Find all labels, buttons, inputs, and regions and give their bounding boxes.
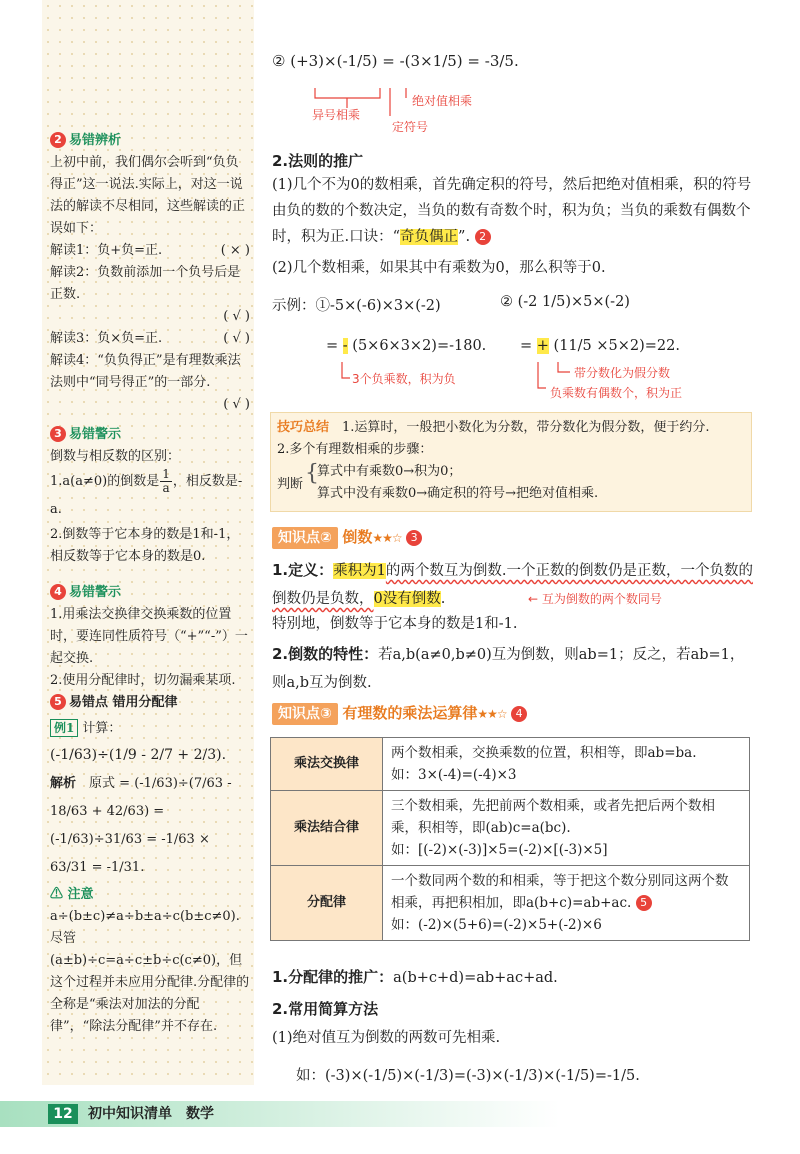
section-number-badge: 2 [50,132,66,148]
sidebar-paragraph: 1.用乘法交换律交换乘数的位置时，要连同性质符号（“+”“-”）一起交换. [50,607,248,666]
kp-badge: 知识点② [272,527,338,549]
reading-text: 解读4：“负负得正”是有理数乘法法则中“同号得正”的一部分. [50,353,241,390]
knowledge-point-2-heading [272,526,425,549]
law-desc-cell [383,791,750,866]
difficulty-stars: ★★☆ [372,531,402,545]
section-heading-shortcuts: 2.常用简算方法 [272,1000,379,1018]
reading-mark: ( √ ) [223,309,250,324]
rule-1-end: ”. [458,229,471,245]
note-ref-badge: 4 [511,706,527,722]
example-1-result: = - (5×6×3×2)=-180. [326,338,487,354]
sidebar-paragraph: 上初中前，我们偶尔会听到“负负得正”这一说法.实际上，对这一说法的解读不尽相同，这些解读的正误如下： [50,155,246,236]
section-title: 易错辨析 [69,133,122,148]
annotation-same-sign-text: 互为倒数的两个数同号 [541,592,662,606]
reading-text: 解读3：负×负=正. [50,331,163,346]
reading-mark: ( × ) [220,243,250,258]
law-desc: 两个数相乘，交换乘数的位置，积相等，即ab=ba. [391,745,697,761]
annotation-abs-multiply: 绝对值相乘 [412,94,473,108]
highlight-mnemonic: 奇负偶正 [400,229,459,245]
footer-title: 初中知识清单 数学 [88,1106,214,1122]
fraction [160,468,172,495]
distributive-label: 1.分配律的推广： [272,968,394,986]
opposite-text: ，相反数是-a. [50,474,243,517]
kp-badge: 知识点③ [272,703,338,725]
table-row [271,866,750,941]
brace-icon: { [305,461,319,486]
example-1 [272,294,441,315]
distributive-extension [272,966,558,987]
note [50,884,250,1038]
sign-highlight: - [342,338,348,354]
sidebar [50,122,250,1038]
highlight-product-one: 乘积为1 [333,563,386,579]
example-2-result: = + (11/5 ×5×2)=22. [520,338,680,354]
distributive-text: a(b+c+d)=ab+ac+ad. [393,970,558,986]
example-2-expression: (-2 1/5)×5×(-2) [517,294,630,310]
reading-text: 解读2：负数前添加一个负号后是正数. [50,265,241,302]
sign-highlight: + [536,338,549,354]
tips-box [270,412,752,512]
annotation-even-negatives: 负乘数有偶数个，积为正 [550,386,683,400]
example-1-result-text: (5×6×3×2)=-180. [352,338,487,354]
note-ref-badge: 5 [636,895,652,911]
tips-step: 算式中没有乘数0→确定积的符号→把绝对值相乘. [317,486,599,501]
highlight-zero: 0没有倒数 [373,591,441,607]
sidebar-section-3-heading [50,424,250,446]
annotation-same-sign: ← 互为倒数的两个数同号 [528,592,662,606]
example-line [50,718,250,740]
solution-text: 原式 = (-1/63)÷(7/63 - 18/63 + 42/63) = (-1/63)÷31/63 = -1/63 × 63/31 = -1/31. [50,776,232,875]
sidebar-section-5-heading [50,692,250,714]
solution [50,770,250,882]
tips-content [277,417,710,461]
annotation-different-signs: 异号相乘 [312,108,361,122]
section-title: 易错点 错用分配律 [69,695,178,710]
property-paragraph [272,640,754,697]
special-note: 特别地，倒数等于它本身的数是1和-1. [272,616,518,632]
sidebar-paragraph: 倒数与相反数的区别： [50,449,181,464]
rule-1-text: (1)几个不为0的数相乘，首先确定积的符号，然后把绝对值相乘，积的符号由负的数的个数决定，当负的数有奇数个时，积为负；当负的乘数有偶数个时，积为正.口诀：“ [272,177,752,245]
reading-item [50,328,250,350]
law-desc [391,870,741,914]
law-example: 如：3×(-4)=(-4)×3 [391,767,517,783]
solution-label: 解析 [50,776,77,791]
example-label: ② [500,294,513,310]
example-tag: 例1 [50,719,78,737]
sidebar-paragraph [50,468,250,524]
annotation-three-negatives: 3个负乘数，积为负 [352,372,456,386]
law-desc-cell [383,866,750,941]
section-title: 易错警示 [69,585,122,600]
law-example: 如：[(-2)×(-3)]×5=(-2)×[(-3)×5] [391,842,608,858]
difficulty-stars: ★★☆ [477,707,507,721]
reciprocal-text: 1.a(a≠0)的倒数是 [50,474,160,489]
annotation-mixed-to-improper: 带分数化为假分数 [574,366,671,380]
denominator: a [162,481,170,495]
sidebar-paragraph: 2.倒数等于它本身的数是1和-1，相反数等于它本身的数是0. [50,527,240,564]
annotation-fix-sign: 定符号 [392,120,429,134]
note-ref-badge: 3 [406,530,422,546]
law-example: 如：(-2)×(5+6)=(-2)×5+(-2)×6 [391,917,602,933]
laws-table [270,737,750,941]
kp-title: 有理数的乘法运算律 [342,704,478,722]
note-label: ⚠ 注意 [50,887,94,902]
reading-mark: ( √ ) [223,331,250,346]
note-ref-badge: 2 [475,229,491,245]
knowledge-point-3-heading [272,702,530,725]
top-expression: ② (+3)×(-1/5) = -(3×1/5) = -3/5. [272,52,519,70]
numerator: 1 [162,467,170,481]
sidebar-section-2-heading [50,130,250,152]
tips-title: 技巧总结 [277,420,330,435]
tips-judge-label: 判断 [277,477,304,492]
tips-line: 2.多个有理数相乘的步骤： [277,442,433,457]
section-title: 易错警示 [69,427,122,442]
shortcut-paragraph: (1)绝对值互为倒数的两数可先相乘. [272,1030,501,1046]
paragraph-rule-2: (2)几个数相乘，如果其中有乘数为0，那么积等于0. [272,260,606,276]
law-name: 分配律 [271,866,383,941]
law-desc-text: 一个数同两个数的和相乘，等于把这个数分别同这两个数相乘，再把积相加，即a(b+c)=ab+ac. [391,873,729,911]
law-name: 乘法结合律 [271,791,383,866]
example-text: 计算： [82,721,122,736]
section-number-badge: 5 [50,694,66,710]
shortcut-example: 如：(-3)×(-1/5)×(-1/3)=(-3)×(-1/3)×(-1/5)=-1/5. [296,1068,640,1084]
section-number-badge: 3 [50,426,66,442]
note-label-text: 注意 [67,887,94,902]
sidebar-section-4-heading [50,582,250,604]
law-desc: 三个数相乘，先把前两个数相乘，或者先把后两个数相乘，积相等，即(ab)c=a(bc). [391,798,715,836]
property-label: 2.倒数的特性： [272,645,379,663]
definition-end: . [440,591,446,607]
example-label: 示例：① [272,298,330,314]
reading-item [50,240,250,262]
note-text: a÷(b±c)≠a÷b±a÷c(b±c≠0).尽管(a±b)÷c=a÷c±b÷c(c≠0)，但这个过程并未应用分配律.分配律的全称是“乘法对加法的分配律”，“除法分配律”并不存在. [50,909,250,1034]
table-row [271,738,750,791]
example-2-result-text: (11/5 ×5×2)=22. [553,338,680,354]
kp-title: 倒数 [342,528,373,546]
section-number-badge: 4 [50,584,66,600]
paragraph-rule-1 [272,172,754,250]
definition-label: 1.定义： [272,561,334,579]
tips-line: 1.运算时，一般把小数化为分数，带分数化为假分数，便于约分. [342,420,710,435]
example-expression: (-1/63)÷(1/9 - 2/7 + 2/3). [50,747,227,763]
sidebar-paragraph: 2.使用分配律时，切勿漏乘某项. [50,673,236,688]
reading-item [50,262,250,328]
definition-text: 的两个数互为倒数.一个正数的倒数仍是正数，一个负数的倒数仍是负数， [272,563,753,607]
law-name: 乘法交换律 [271,738,383,791]
reading-text: 解读1：负+负=正. [50,243,163,258]
reading-item [50,350,250,416]
section-heading-rule-extension: 2.法则的推广 [272,152,364,170]
tips-step: 算式中有乘数0→积为0； [317,464,462,479]
law-desc-cell [383,738,750,791]
page-number: 12 [48,1104,78,1124]
definition-paragraph [272,556,754,613]
reading-mark: ( √ ) [223,397,250,412]
example-2 [500,294,630,310]
example-1-expression: -5×(-6)×3×(-2) [330,298,441,314]
tips-steps [317,461,598,505]
property-text: 若a,b(a≠0,b≠0)互为倒数，则ab=1；反之，若ab=1，则a,b互为倒数. [272,647,745,691]
table-row [271,791,750,866]
